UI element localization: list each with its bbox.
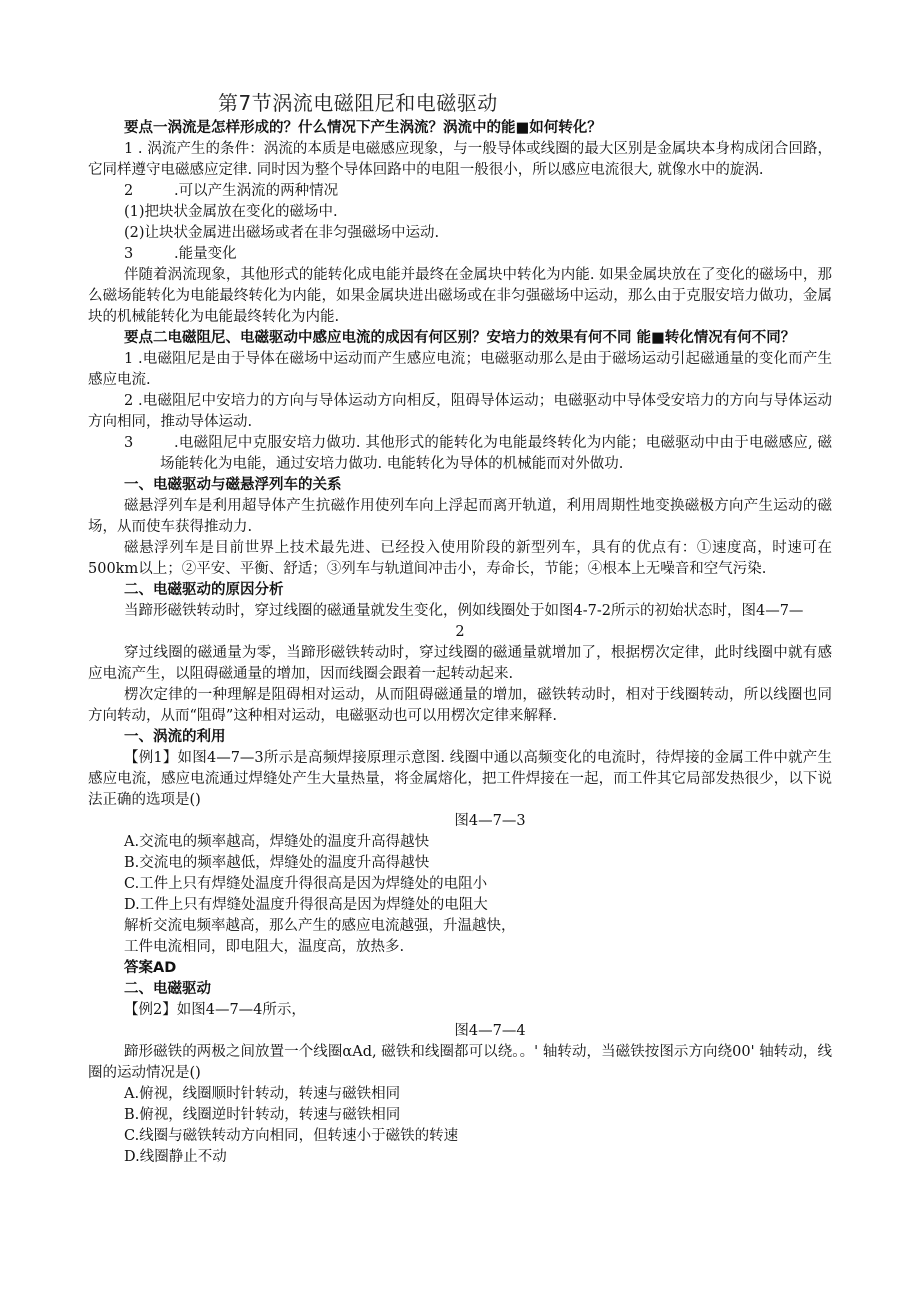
section-heading-2: 要点二电磁阻尼、电磁驱动中感应电流的成因有何区别？安培力的效果有何不同 能■转化情况有何不同？ [124,330,796,346]
s1-item-3 [88,244,832,265]
item-text: .可以产生涡流的两种情况 [174,183,339,199]
page-title: 第7节涡流电磁阻尼和电磁驱动 [218,91,498,115]
figure-caption-4: 图4—7—4 [454,1023,526,1039]
heading-maglev: 一、电磁驱动与磁悬浮列车的关系 [124,477,342,493]
example-2-option-b: B.俯视，线圈逆时针转动，转速与磁铁相同 [124,1107,401,1123]
s1-item-2a: (1)把块状金属放在变化的磁场中. [124,204,338,220]
example-1-option-c: C.工件上只有焊缝处温度升得很高是因为焊缝处的电阻小 [124,876,488,892]
item-text: .电磁阻尼中克服安培力做功. 其他形式的能转化为电能最终转化为内能；电磁驱动中由于电磁感应, 磁场能转化为电能，通过安培力做功. 电能转化为导体的机械能而对外做功. [160,435,832,472]
s1-item-3-text: 伴随着涡流现象，其他形式的能转化成电能并最终在金属块中转化为内能. 如果金属块放在了变化的磁场中，那么磁场能转化为电能最终转化为内能，如果金属块进出磁场或在非匀强磁场中运动，那么由于克服安培力做功，金属块的机械能转化为电能最终转化为内能. [88,267,832,325]
item-number: 3 [124,246,134,262]
example-1-text: 【例1】如图4—7—3所示是高频焊接原理示意图. 线圈中通以高频变化的电流时，待焊接的金属工件中就产生感应电流，感应电流通过焊缝处产生大量热量，将金属熔化，把工件焊接在一起，而工件其它局部发热很少，以下说法正确的选项是() [88,750,832,808]
maglev-paragraph-2: 磁悬浮列车是目前世界上技术最先进、已经投入使用阶段的新型列车，具有的优点有：①速度高，时速可在500km以上；②平安、平衡、舒适；③列车与轨道间冲击小，寿命长，节能；④根本上无噪音和空气污染. [88,540,832,577]
s2-item-1: 1 .电磁阻尼是由于导体在磁场中运动而产生感应电流；电磁驱动那么是由于磁场运动引起磁通量的变化而产生感应电流. [88,351,832,388]
example-2-text: 蹄形磁铁的两极之间放置一个线圈αAd, 磁铁和线圈都可以绕。。' 轴转动，当磁铁按图示方向绕00' 轴转动，线圈的运动情况是() [88,1044,832,1081]
s1-item-1: 1 . 涡流产生的条件：涡流的本质是电磁感应现象，与一般导体或线圈的最大区别是金属块本身构成闭合回路，它同样遵守电磁感应定律. 同时因为整个导体回路中的电阻一般很小，所以感应电流很大, 就像水中的旋涡. [88,141,832,178]
s1-item-2b: (2)让块状金属进出磁场或者在非匀强磁场中运动. [124,225,440,241]
document-body [88,118,832,1168]
example-1-answer: 答案AD [124,960,177,976]
item-text: .能量变化 [174,246,237,262]
heading-cause: 二、电磁驱动的原因分析 [124,582,284,598]
s2-item-3 [88,433,832,475]
s1-item-2 [88,181,832,202]
cause-paragraph-1-end: 2 [455,624,465,640]
example-2-option-d: D.线圈静止不动 [124,1149,227,1165]
cause-paragraph-3: 楞次定律的一种理解是阻碍相对运动，从而阻碍磁通量的增加，磁铁转动时，相对于线圈转动，所以线圈也同方向转动，从而“阻碍”这种相对运动，电磁驱动也可以用楞次定律来解释. [88,687,832,724]
item-number: 2 [124,183,134,199]
cause-paragraph-1: 当蹄形磁铁转动时，穿过线圈的磁通量就发生变化，例如线圈处于如图4-7-2所示的初始状态时，图4—7— [124,603,804,619]
figure-caption-3: 图4—7—3 [454,813,526,829]
example-1-analysis-2: 工件电流相同，即电阻大，温度高，放热多. [124,939,405,955]
example-2-intro: 【例2】如图4—7—4所示， [124,1002,306,1018]
example-2-option-c: C.线圈与磁铁转动方向相同，但转速小于磁铁的转速 [124,1128,459,1144]
example-1-option-d: D.工件上只有焊缝处温度升得很高是因为焊缝处的电阻大 [124,897,488,913]
section-heading-1: 要点一涡流是怎样形成的？什么情况下产生涡流？涡流中的能■如何转化？ [124,120,602,136]
heading-drive: 二、电磁驱动 [124,981,211,997]
example-1-option-a: A.交流电的频率越高，焊缝处的温度升高得越快 [124,834,430,850]
s2-item-2: 2 .电磁阻尼中安培力的方向与导体运动方向相反，阻碍导体运动；电磁驱动中导体受安培力的方向与导体运动方向相同，推动导体运动. [88,393,832,430]
heading-eddy-use: 一、涡流的利用 [124,729,226,745]
cause-paragraph-2: 穿过线圈的磁通量为零，当蹄形磁铁转动时，穿过线圈的磁通量就增加了，根据楞次定律，此时线圈中就有感应电流产生，以阻碍磁通量的增加，因而线圈会跟着一起转动起来. [88,645,832,682]
example-2-option-a: A.俯视，线圈顺时针转动，转速与磁铁相同 [124,1086,401,1102]
example-1-option-b: B.交流电的频率越低，焊缝处的温度升高得越快 [124,855,430,871]
maglev-paragraph-1: 磁悬浮列车是利用超导体产生抗磁作用使列车向上浮起而离开轨道，利用周期性地变换磁极方向产生运动的磁场，从而使车获得推动力. [88,498,832,535]
item-number: 3 [124,435,134,451]
example-1-analysis-1: 解析交流电频率越高，那么产生的感应电流越强，升温越快， [124,918,516,934]
